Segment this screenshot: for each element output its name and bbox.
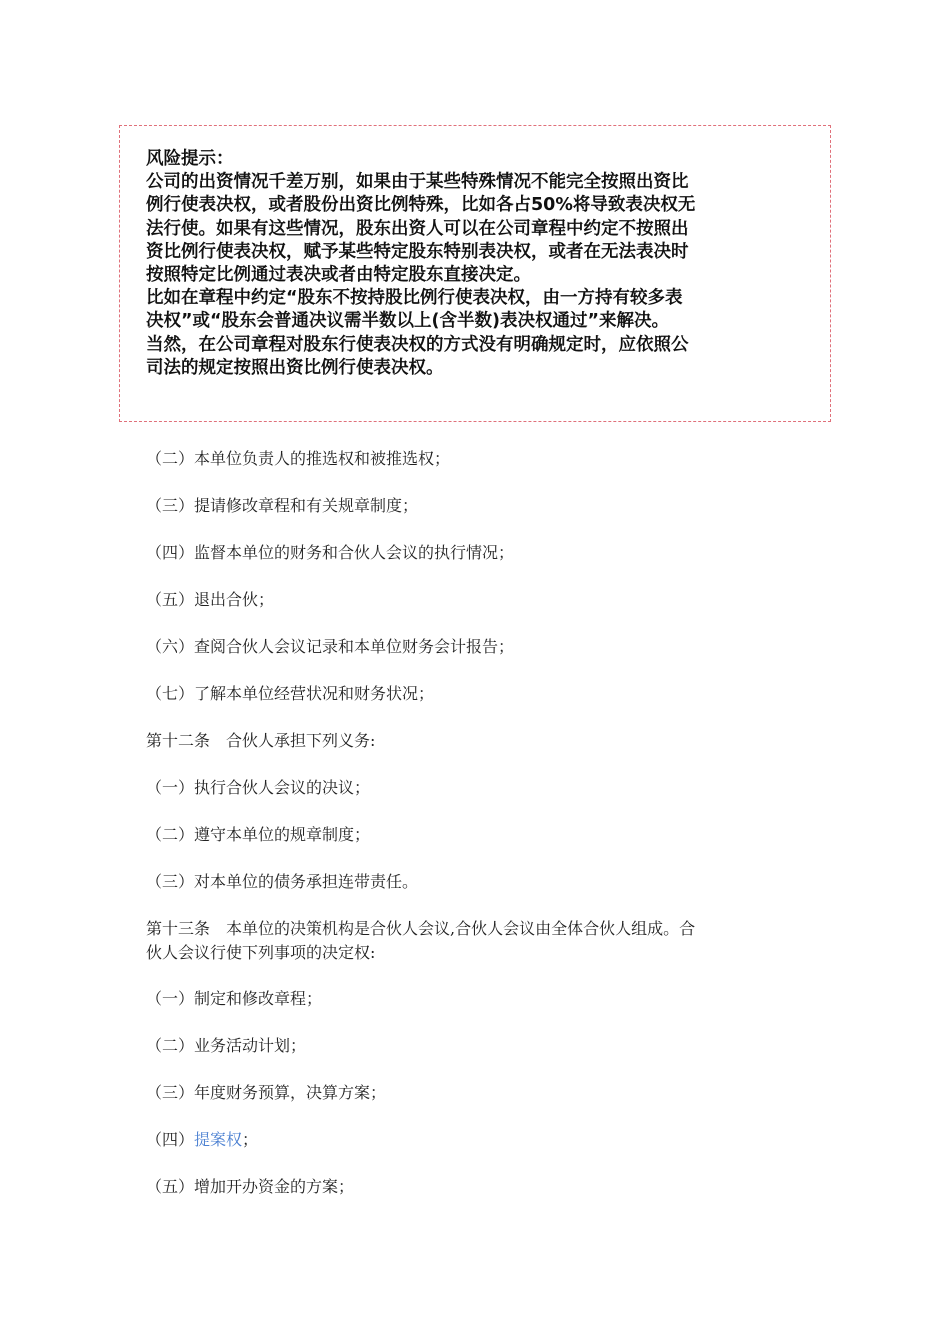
rights-item-7: （七）了解本单位经营状况和财务状况；	[146, 684, 435, 703]
article-13-line-1: 第十三条 本单位的决策机构是合伙人会议,合伙人会议由全体合伙人组成。合	[146, 919, 696, 938]
risk-warning-line: 法行使。如果有这些情况，股东出资人可以在公司章程中约定不按照出	[146, 218, 689, 239]
rights-item-2: （二）本单位负责人的推选权和被推选权；	[146, 449, 451, 468]
risk-warning-line: 资比例行使表决权，赋予某些特定股东特别表决权，或者在无法表决时	[146, 241, 689, 262]
risk-warning-line: 司法的规定按照出资比例行使表决权。	[146, 357, 444, 378]
rights-item-6: （六）查阅合伙人会议记录和本单位财务会计报告；	[146, 637, 515, 656]
risk-warning-line: 当然，在公司章程对股东行使表决权的方式没有明确规定时，应依照公	[146, 334, 689, 355]
decision-item-4-suffix: ；	[242, 1130, 259, 1149]
risk-warning-line: 例行使表决权，或者股份出资比例特殊，比如各占50%将导致表决权无	[146, 195, 696, 216]
rights-item-5: （五）退出合伙；	[146, 590, 275, 609]
decision-item-4	[146, 1127, 258, 1153]
decision-item-5: （五）增加开办资金的方案；	[146, 1177, 355, 1196]
duties-item-2: （二）遵守本单位的规章制度；	[146, 825, 371, 844]
duties-item-1: （一）执行合伙人会议的决议；	[146, 778, 371, 797]
decision-item-3: （三）年度财务预算，决算方案；	[146, 1083, 387, 1102]
risk-warning-line: 决权”或“股东会普通决议需半数以上(含半数)表决权通过”来解决。	[146, 311, 669, 332]
article-12-heading: 第十二条 合伙人承担下列义务:	[146, 731, 376, 750]
risk-warning-line: 按照特定比例通过表决或者由特定股东直接决定。	[146, 265, 531, 286]
proposal-right-link[interactable]: 提案权	[194, 1130, 243, 1149]
risk-warning-line: 公司的出资情况千差万别，如果由于某些特殊情况不能完全按照出资比	[146, 172, 689, 193]
risk-warning-box	[119, 125, 831, 422]
risk-warning-title: 风险提示：	[146, 149, 234, 169]
article-13-line-2: 伙人会议行使下列事项的决定权:	[146, 943, 376, 962]
rights-item-4: （四）监督本单位的财务和合伙人会议的执行情况；	[146, 543, 515, 562]
risk-warning-line: 比如在章程中约定“股东不按持股比例行使表决权，由一方持有较多表	[146, 288, 683, 309]
decision-item-1: （一）制定和修改章程；	[146, 989, 323, 1008]
rights-item-3: （三）提请修改章程和有关规章制度；	[146, 496, 419, 515]
decision-item-4-prefix: （四）	[146, 1130, 195, 1149]
duties-item-3: （三）对本单位的债务承担连带责任。	[146, 872, 419, 891]
decision-item-2: （二）业务活动计划；	[146, 1036, 307, 1055]
